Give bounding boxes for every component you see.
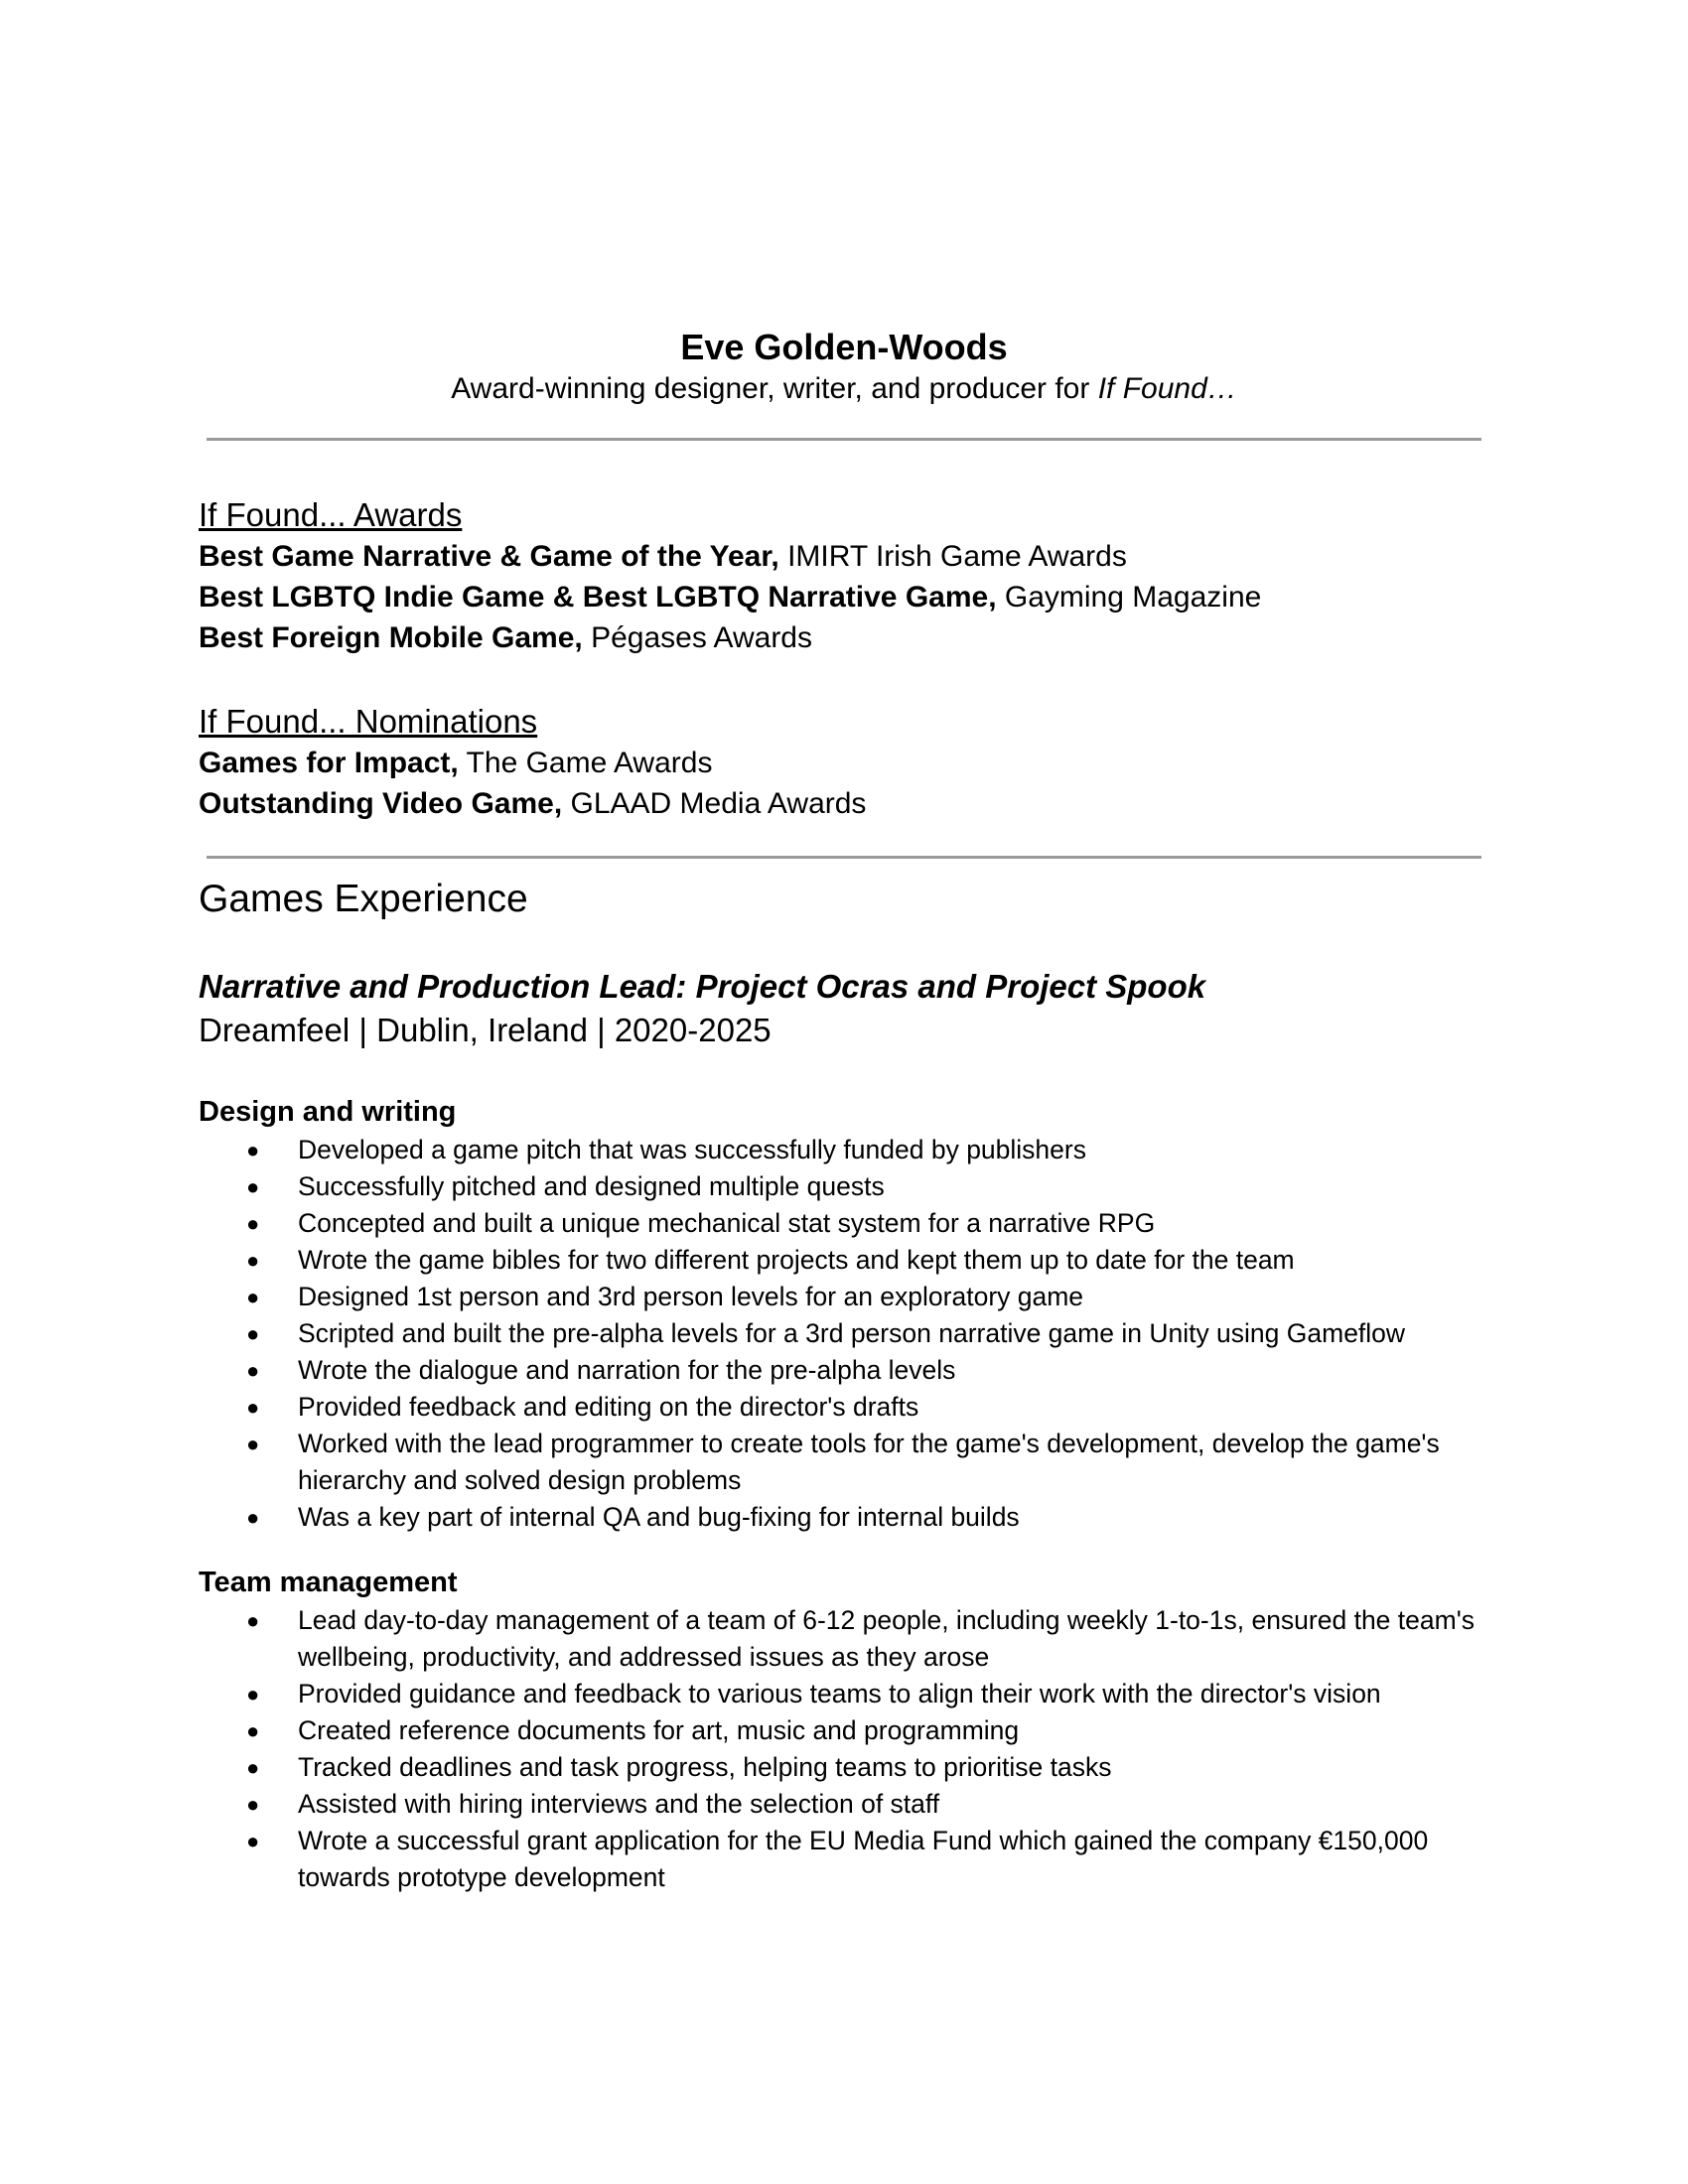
bullet-icon: ● [246, 1718, 260, 1743]
experience-heading: Games Experience [199, 878, 528, 920]
list-item: ● Created reference documents for art, music and programming [199, 1712, 1489, 1749]
section-divider [207, 856, 1481, 859]
nominations-section [199, 701, 1489, 824]
role-meta: Dreamfeel | Dublin, Ireland | 2020-2025 [199, 1012, 772, 1048]
bullet-icon: ● [246, 1248, 260, 1273]
person-name: Eve Golden-Woods [680, 327, 1008, 367]
team-section [199, 1563, 1489, 1896]
bullet-icon: ● [246, 1285, 260, 1309]
list-item: ● Provided feedback and editing on the director's drafts [199, 1389, 1489, 1426]
nomination-item: Outstanding Video Game, GLAAD Media Awards [199, 787, 867, 820]
list-item: ● Wrote a successful grant application for the EU Media Fund which gained the company €150,000 towards prototype development [199, 1823, 1489, 1896]
tagline-text: Award-winning designer, writer, and producer for [451, 372, 1098, 405]
list-item: ● Worked with the lead programmer to create tools for the game's development, develop the game's hierarchy and solved design problems [199, 1426, 1489, 1499]
award-item: Best Foreign Mobile Game, Pégases Awards [199, 621, 812, 654]
bullet-icon: ● [246, 1395, 260, 1420]
header-divider [207, 438, 1481, 441]
list-item: ● Developed a game pitch that was successfully funded by publishers [199, 1132, 1489, 1168]
list-item: ● Designed 1st person and 3rd person levels for an exploratory game [199, 1279, 1489, 1315]
list-item: ● Was a key part of internal QA and bug-fixing for internal builds [199, 1499, 1489, 1536]
role-block [199, 965, 1489, 1052]
team-list [199, 1602, 1489, 1896]
bullet-icon: ● [246, 1755, 260, 1780]
experience-heading-block [199, 876, 1489, 923]
list-item: ● Successfully pitched and designed multiple quests [199, 1168, 1489, 1205]
awards-section [199, 494, 1489, 658]
bullet-icon: ● [246, 1505, 260, 1530]
award-item: Best Game Narrative & Game of the Year, IMIRT Irish Game Awards [199, 540, 1127, 573]
tagline-italic: If Found… [1097, 372, 1237, 405]
team-heading: Team management [199, 1567, 458, 1598]
bullet-icon: ● [246, 1358, 260, 1383]
design-list [199, 1132, 1489, 1536]
bullet-icon: ● [246, 1829, 260, 1853]
list-item: ● Assisted with hiring interviews and the selection of staff [199, 1786, 1489, 1823]
award-item: Best LGBTQ Indie Game & Best LGBTQ Narrative Game, Gayming Magazine [199, 581, 1262, 614]
design-heading: Design and writing [199, 1096, 457, 1128]
awards-heading: If Found... Awards [199, 496, 463, 533]
list-item: ● Tracked deadlines and task progress, helping teams to prioritise tasks [199, 1749, 1489, 1786]
nomination-item: Games for Impact, The Game Awards [199, 747, 713, 779]
bullet-icon: ● [246, 1792, 260, 1817]
bullet-icon: ● [246, 1608, 260, 1633]
list-item: ● Scripted and built the pre-alpha levels for a 3rd person narrative game in Unity using Gameflow [199, 1315, 1489, 1352]
resume-header [199, 326, 1489, 409]
list-item: ● Wrote the game bibles for two different projects and kept them up to date for the team [199, 1242, 1489, 1279]
list-item: ● Provided guidance and feedback to various teams to align their work with the director's vision [199, 1676, 1489, 1712]
bullet-icon: ● [246, 1321, 260, 1346]
bullet-icon: ● [246, 1211, 260, 1236]
bullet-icon: ● [246, 1682, 260, 1706]
bullet-icon: ● [246, 1174, 260, 1199]
nominations-heading: If Found... Nominations [199, 703, 538, 740]
bullet-icon: ● [246, 1432, 260, 1456]
tagline [199, 369, 1489, 409]
list-item: ● Lead day-to-day management of a team of 6-12 people, including weekly 1-to-1s, ensured the team's wellbeing, productivity, and addressed issues as they arose [199, 1602, 1489, 1676]
list-item: ● Concepted and built a unique mechanical stat system for a narrative RPG [199, 1205, 1489, 1242]
design-section [199, 1092, 1489, 1536]
bullet-icon: ● [246, 1138, 260, 1162]
role-title: Narrative and Production Lead: Project Ocras and Project Spook [199, 968, 1206, 1005]
list-item: ● Wrote the dialogue and narration for the pre-alpha levels [199, 1352, 1489, 1389]
